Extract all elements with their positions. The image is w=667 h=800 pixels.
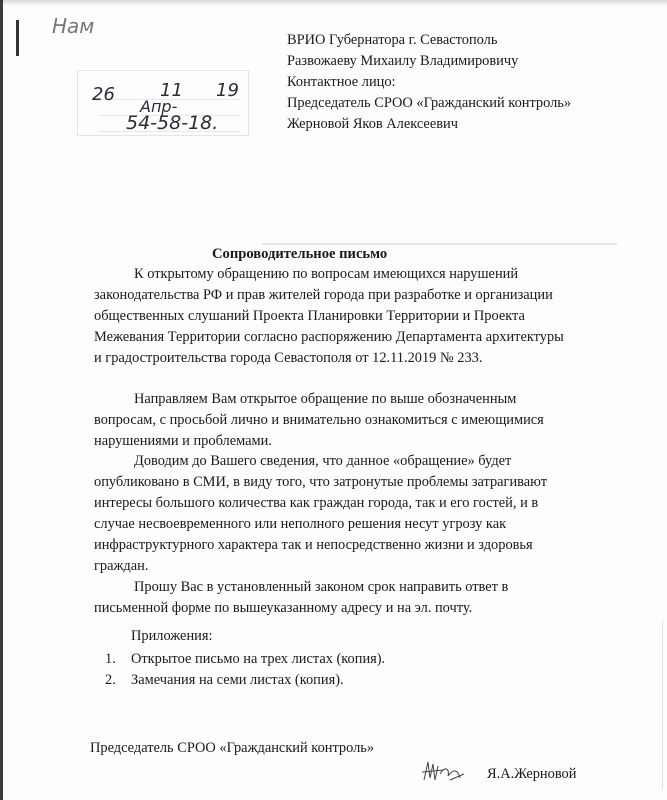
paragraph-1: [94, 264, 614, 369]
text-line: Межевания Территории согласно распоряжению Департамента архитектуры: [94, 329, 564, 346]
binder-mark: [16, 20, 19, 56]
stamp-day: 26: [92, 84, 115, 105]
paragraph-3: [94, 451, 614, 578]
signer-name: Я.А.Жерновой: [487, 766, 577, 782]
text-line: Прошу Вас в установленный законом срок направить ответ в: [134, 579, 509, 595]
text-line: случае несвоевременного или неполного решения несут угрозу как: [94, 516, 507, 533]
attachment-text: Открытое письмо на трех листах (копия).: [131, 651, 386, 667]
recipient-line: Жерновой Яков Алексеевич: [287, 116, 458, 132]
attachment-item: [105, 649, 385, 670]
text-line: Доводим до Вашего сведения, что данное «обращение» будет: [134, 453, 512, 469]
recipient-line: ВРИО Губернатора г. Севастополь: [287, 32, 498, 48]
attachment-number: 2.: [105, 672, 116, 688]
scan-edge-left: [0, 0, 3, 800]
attachment-text: Замечания на семи листах (копия).: [131, 672, 344, 688]
scan-edge-top: [0, 0, 667, 6]
signer-role: Председатель СРОО «Гражданский контроль»: [90, 740, 375, 756]
text-line: письменной форме по вышеуказанному адресу и на эл. почту.: [94, 600, 473, 617]
scan-edge-right: [662, 620, 663, 790]
handwritten-signature: [420, 758, 468, 786]
text-line: и градостроительства города Севастополя от 12.11.2019 № 233.: [94, 350, 483, 367]
stamp-reg-number: 54-58-18.: [126, 112, 219, 134]
handwritten-note: Нам: [52, 14, 95, 38]
scan-line: [262, 243, 617, 245]
text-line: Направляем Вам открытое обращение по выше обозначенным: [134, 391, 517, 407]
stamp-reg-prefix: Апр-: [140, 97, 178, 116]
text-line: общественных слушаний Проекта Планировки Территории и Проекта: [94, 308, 525, 325]
text-line: нарушениями и проблемами.: [94, 433, 272, 450]
recipient-line: Развожаеву Михаилу Владимировичу: [287, 53, 519, 69]
text-line: граждан.: [94, 558, 149, 575]
text-line: К открытому обращению по вопросам имеющихся нарушений: [134, 266, 519, 282]
paragraph-4: [94, 577, 614, 619]
text-line: законодательства РФ и прав жителей города при разработке и организации: [94, 287, 553, 304]
stamp-month: 11: [160, 80, 183, 101]
recipient-line: Председатель СРОО «Гражданский контроль»: [287, 95, 572, 111]
attachments-list: [105, 649, 385, 691]
recipient-block: [287, 30, 571, 135]
letter-title: Сопроводительное письмо: [212, 246, 388, 262]
attachment-number: 1.: [105, 651, 116, 667]
attachments-label: Приложения:: [131, 628, 213, 644]
text-line: инфраструктурного характера так и непосредственно жизни и здоровья: [94, 537, 533, 554]
recipient-line: Контактное лицо:: [287, 74, 396, 90]
text-line: интересы большого количества как граждан города, так и его гостей, и в: [94, 495, 539, 512]
paragraph-2: [94, 389, 614, 452]
attachment-item: [105, 670, 385, 691]
text-line: вопросам, с просьбой лично и внимательно ознакомиться с имеющимися: [94, 412, 544, 429]
stamp-year: 19: [216, 80, 239, 101]
text-line: опубликовано в СМИ, в виду того, что затронутые проблемы затрагивают: [94, 474, 548, 491]
